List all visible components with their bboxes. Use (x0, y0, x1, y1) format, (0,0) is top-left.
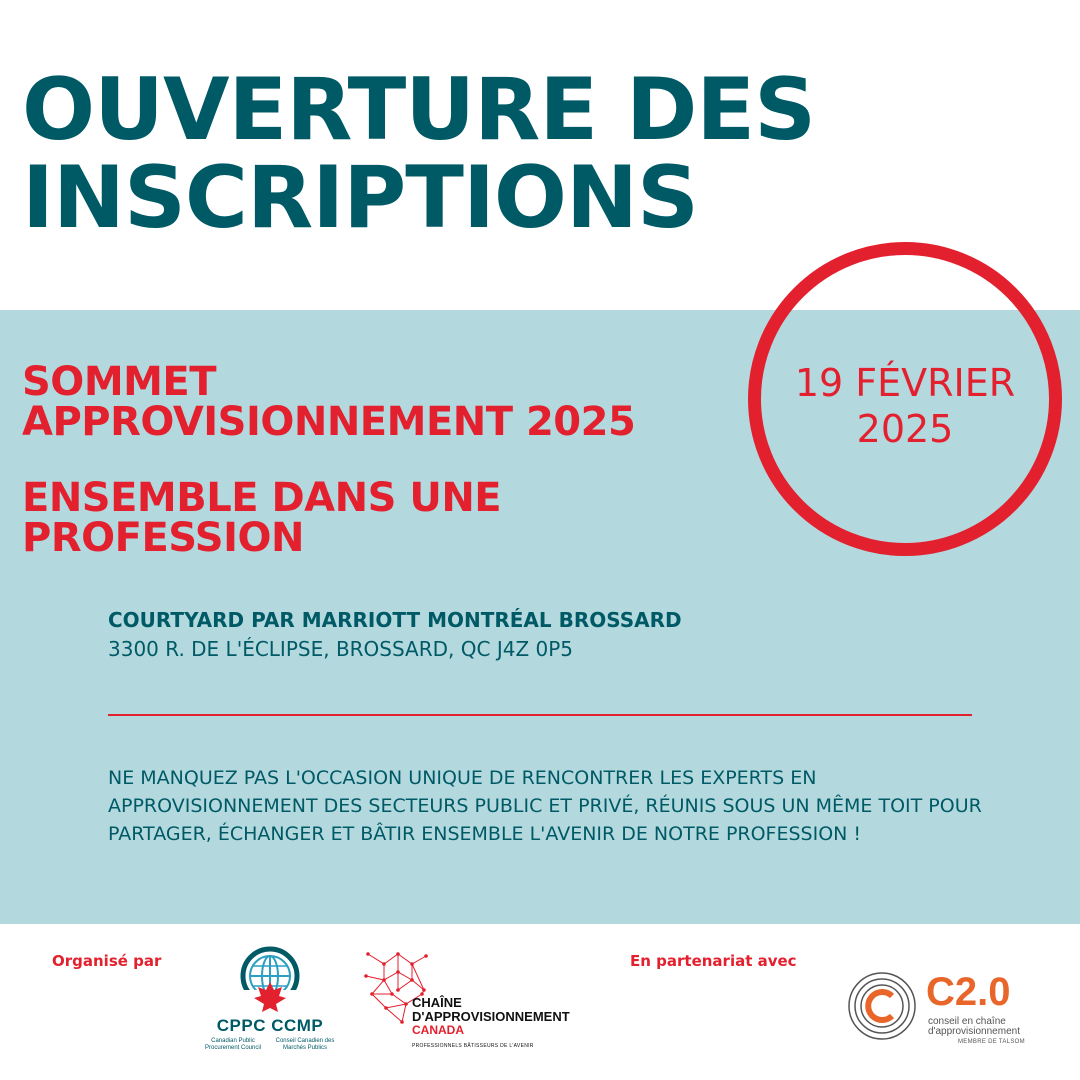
venue (108, 606, 808, 664)
headline-line-1: OUVERTURE DES (22, 60, 816, 160)
c20-logo-title: C2.0 (926, 970, 1011, 1014)
event-date-year: 2025 (856, 407, 954, 451)
event-title-line-2: APPROVISIONNEMENT 2025 (22, 399, 636, 445)
cppc-acronyms: CPPC CCMP (216, 1016, 324, 1035)
chaine-logo-line-3: CANADA (412, 1023, 464, 1037)
chaine-logo-tagline: PROFESSIONNELS BÂTISSEURS DE L'AVENIR (412, 1043, 534, 1049)
cppc-logo (200, 946, 340, 1062)
event-description: NE MANQUEZ PAS L'OCCASION UNIQUE DE RENCONTRER LES EXPERTS EN APPROVISIONNEMENT DES SECTEURS PUBLIC ET PRIVÉ, RÉUNIS SOUS UN MÊME TOIT POUR PARTAGER, ÉCHANGER ET BÂTIR ENSEMBLE L'AVENIR DE NOTRE PROFESSION ! (108, 767, 982, 845)
c20-logo-sub-1: conseil en chaîne (928, 1016, 1006, 1027)
divider (108, 714, 972, 716)
partner-label: En partenariat avec (630, 952, 797, 970)
concentric-c-icon (846, 970, 918, 1042)
cppc-name-fr: Conseil Canadien des Marchés Publics (275, 1038, 335, 1051)
cppc-name-en: Canadian Public Procurement Council (204, 1038, 262, 1051)
event-subtitle-line-2: PROFESSION (22, 515, 304, 561)
venue-name: COURTYARD PAR MARRIOTT MONTRÉAL BROSSARD (108, 608, 682, 632)
c20-logo-sub-3: MEMBRE DE TALSOM (958, 1039, 1025, 1045)
event-title (22, 359, 722, 445)
chaine-logo-line-1: CHAÎNE (412, 995, 462, 1010)
c20-logo (846, 970, 1046, 1060)
event-title-line-1: SOMMET (22, 359, 217, 405)
organized-by-label: Organisé par (52, 952, 162, 970)
venue-address: 3300 R. DE L'ÉCLIPSE, BROSSARD, QC J4Z 0P5 (108, 637, 574, 661)
c20-logo-sub-2: d'approvisionnement (928, 1026, 1020, 1037)
headline (22, 60, 922, 248)
event-subtitle (22, 475, 722, 561)
chaine-logo-line-2: D'APPROVISIONNEMENT (412, 1009, 570, 1024)
event-date (748, 360, 1062, 452)
globe-maple-leaf-icon (230, 946, 310, 1016)
chaine-approvisionnement-logo (362, 950, 592, 1060)
event-subtitle-line-1: ENSEMBLE DANS UNE (22, 475, 502, 521)
event-date-day-month: 19 FÉVRIER (794, 361, 1016, 405)
headline-line-2: INSCRIPTIONS (22, 148, 698, 248)
